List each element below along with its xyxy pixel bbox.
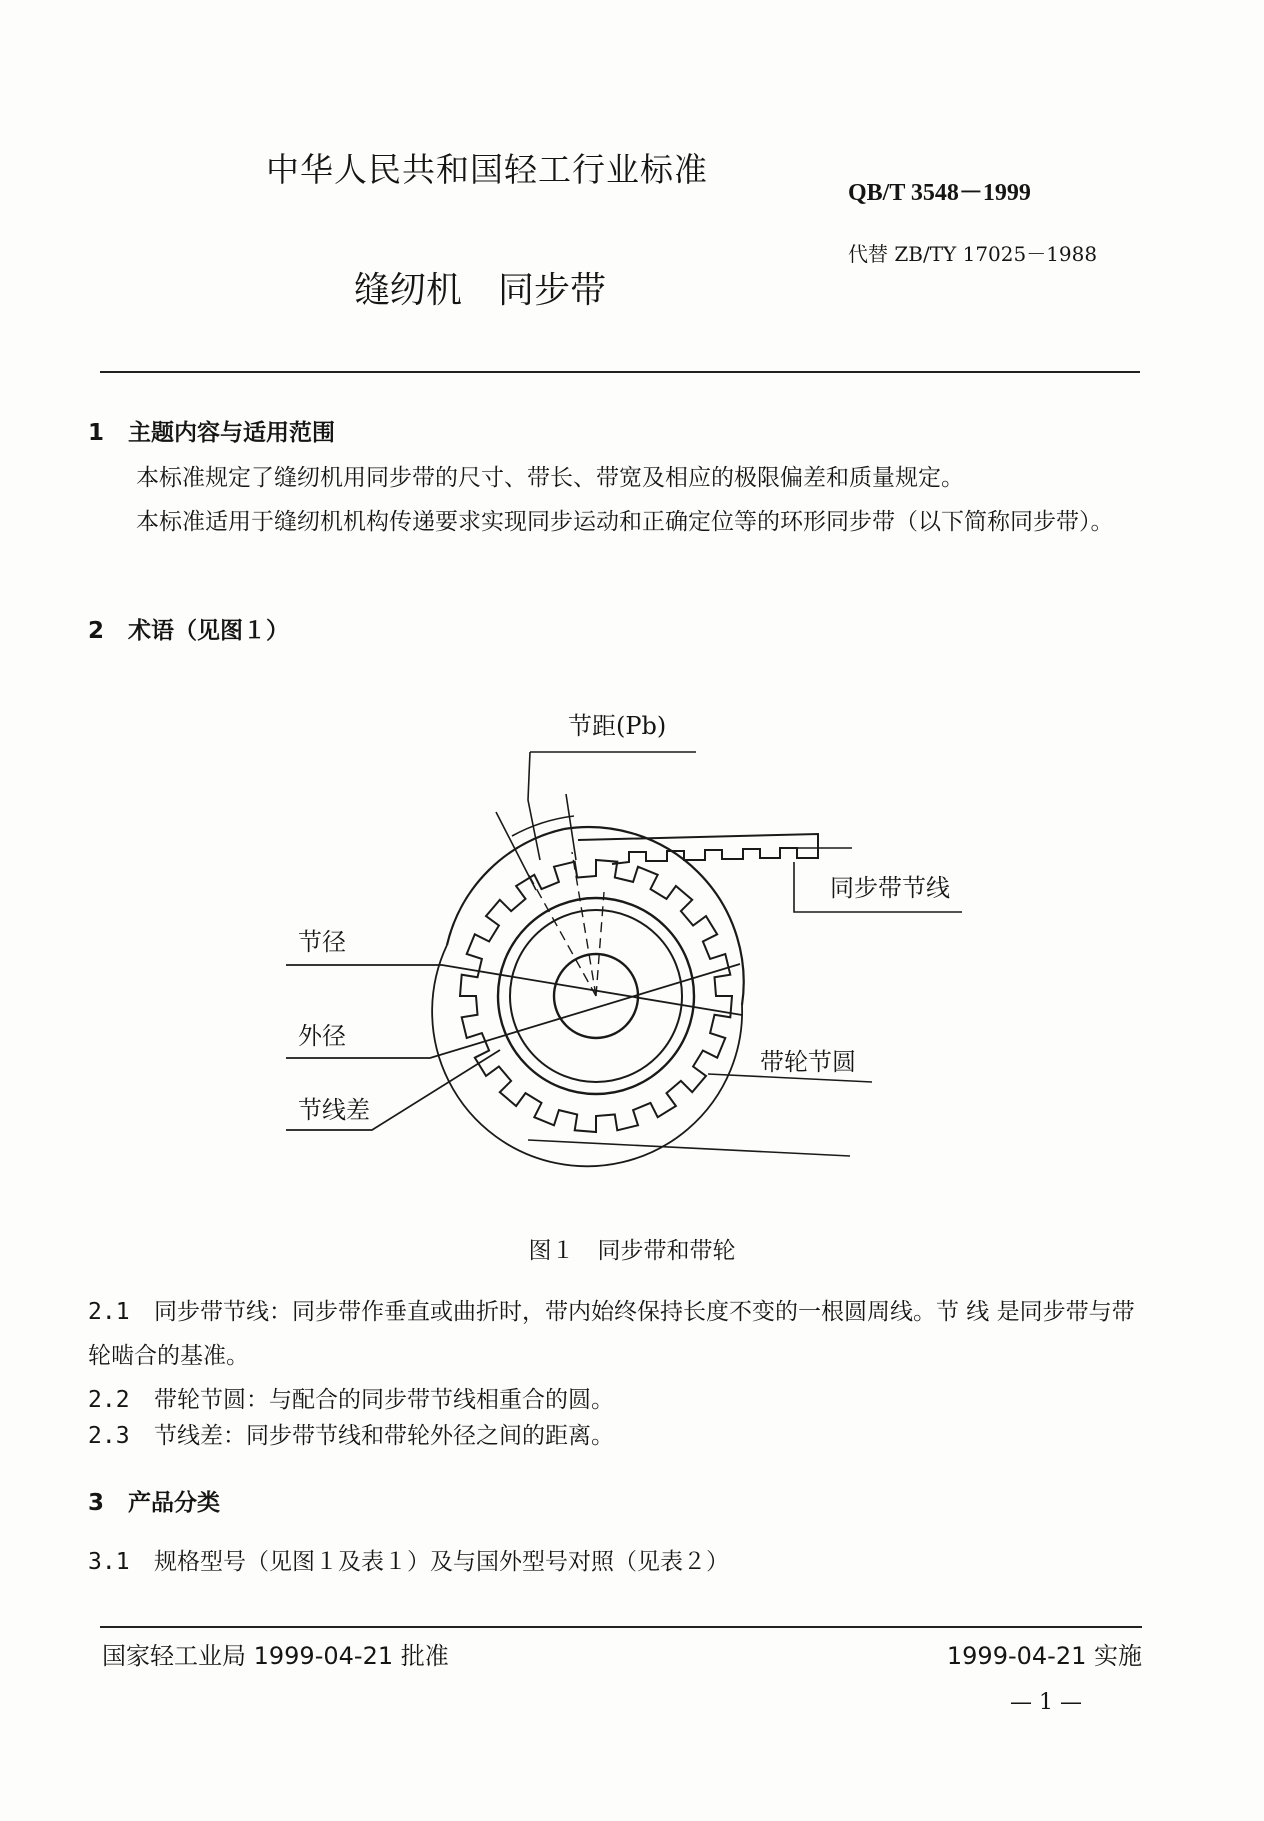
bottom-tangent-line	[528, 1140, 850, 1156]
belt-straight-run	[578, 834, 818, 864]
pitch-arc	[512, 816, 574, 836]
page-number: — 1 —	[1010, 1690, 1082, 1715]
approval-statement: 国家轻工业局 1999-04-21 批准	[102, 1642, 449, 1670]
item-3-1-text: 规格型号（见图１及表１）及与国外型号对照（见表２）	[154, 1549, 729, 1575]
implementation-date: 1999-04-21 实施	[946, 1642, 1142, 1670]
section-3-heading	[88, 1484, 220, 1517]
section-2-title: 术语（见图１）	[128, 618, 289, 644]
issuing-organization: 中华人民共和国轻工行业标准	[266, 150, 708, 189]
section-3-number: 3	[88, 1490, 105, 1516]
figure-1-caption: 图１ 同步带和带轮	[528, 1238, 736, 1264]
label-pitch-line-differential: 节线差	[298, 1096, 370, 1124]
term-2-1-number: 2.1	[88, 1299, 130, 1325]
item-3-1-number: 3.1	[88, 1549, 130, 1575]
label-pulley-pitch-circle: 带轮节圆	[760, 1048, 856, 1076]
term-2-3	[88, 1414, 1148, 1458]
label-belt-pitch-line: 同步带节线	[830, 874, 950, 902]
standard-title: 缝纫机 同步带	[354, 270, 607, 311]
radial-dash-3	[596, 892, 604, 996]
outer-diameter-line	[286, 964, 740, 1058]
item-3-1	[88, 1540, 1148, 1584]
footer-rule	[100, 1626, 1142, 1628]
pitch-leader	[528, 752, 696, 860]
standard-code: QB/T 3548－1999	[848, 180, 1031, 206]
label-pitch-diameter: 节径	[298, 928, 346, 956]
term-2-3-text: 节线差：同步带节线和带轮外径之间的距离。	[154, 1423, 614, 1449]
section-3-title: 产品分类	[128, 1490, 220, 1516]
term-2-2-text: 带轮节圆：与配合的同步带节线相重合的圆。	[154, 1387, 614, 1413]
term-2-3-number: 2.3	[88, 1423, 130, 1449]
label-pitch: 节距(Pb)	[568, 712, 667, 740]
section-1-number: 1	[88, 420, 105, 446]
section-1-title: 主题内容与适用范围	[128, 420, 335, 446]
section-2-number: 2	[88, 618, 105, 644]
section-1-paragraph-2: 本标准适用于缝纫机机构传递要求实现同步运动和正确定位等的环形同步带（以下简称同步带）。	[136, 509, 1114, 535]
term-2-1-text: 同步带节线：同步带作垂直或曲折时，带内始终保持长度不变的一根圆周线。节 线 是同步带与带轮啮合的基准。	[88, 1299, 1135, 1369]
term-2-1	[88, 1290, 1148, 1378]
replaced-standard: 代替 ZB/TY 17025－1988	[848, 242, 1098, 266]
term-2-2-number: 2.2	[88, 1387, 130, 1413]
label-outer-diameter: 外径	[298, 1022, 346, 1050]
section-1-paragraph-1: 本标准规定了缝纫机用同步带的尺寸、带长、带宽及相应的极限偏差和质量规定。	[136, 465, 964, 491]
